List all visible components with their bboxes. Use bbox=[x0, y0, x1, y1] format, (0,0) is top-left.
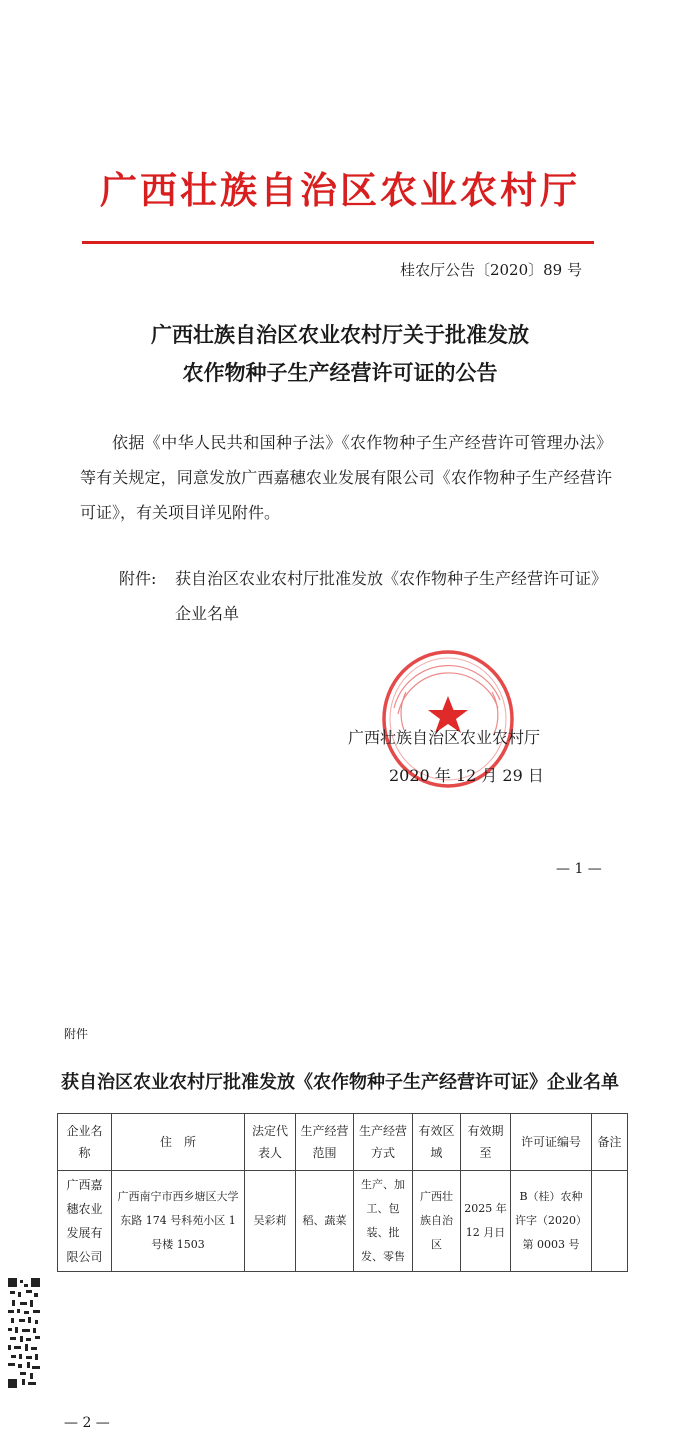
signature-date: 2020 年 12 月 29 日 bbox=[389, 766, 544, 785]
column-header: 备注 bbox=[592, 1114, 628, 1171]
table-cell: 稻、蔬菜 bbox=[296, 1171, 354, 1272]
table-cell: 生产、加工、包装、批发、零售 bbox=[354, 1171, 413, 1272]
table-cell: 广西南宁市西乡塘区大学东路 174 号科苑小区 1 号楼 1503 bbox=[112, 1171, 245, 1272]
column-header: 生产经营范围 bbox=[296, 1114, 354, 1171]
table-cell bbox=[592, 1171, 628, 1272]
attachment-description: 获自治区农业农村厅批准发放《农作物种子生产经营许可证》企业名单 bbox=[175, 569, 608, 623]
org-header-title: 广西壮族自治区农业农村厅 bbox=[100, 168, 580, 212]
attachment-heading: 附件 bbox=[64, 1027, 89, 1041]
attachment-title: 获自治区农业农村厅批准发放《农作物种子生产经营许可证》企业名单 bbox=[61, 1072, 619, 1093]
table-row bbox=[58, 1171, 628, 1272]
column-header: 生产经营方式 bbox=[354, 1114, 413, 1171]
column-header: 法定代表人 bbox=[245, 1114, 296, 1171]
column-header: 许可证编号 bbox=[511, 1114, 592, 1171]
column-header: 有效区域 bbox=[413, 1114, 461, 1171]
notice-paragraph: 依据《中华人民共和国种子法》《农作物种子生产经营许可管理办法》等有关规定，同意发放广西嘉穗农业发展有限公司《农作物种子生产经营许可证》，有关项目详见附件。 bbox=[80, 433, 612, 522]
table-cell: 2025 年 12 月日 bbox=[461, 1171, 511, 1272]
table-cell: 广西壮族自治区 bbox=[413, 1171, 461, 1272]
table-cell: 吴彩莉 bbox=[245, 1171, 296, 1272]
column-header: 住 所 bbox=[112, 1114, 245, 1171]
table-cell: 广西嘉穗农业发展有限公司 bbox=[58, 1171, 112, 1272]
page-number-1: — 1 — bbox=[556, 861, 602, 877]
notice-title-line-2: 农作物种子生产经营许可证的公告 bbox=[182, 360, 498, 385]
red-divider bbox=[82, 241, 594, 244]
table-header-row bbox=[58, 1114, 628, 1171]
attachment-label: 附件: bbox=[119, 569, 157, 588]
column-header: 企业名称 bbox=[58, 1114, 112, 1171]
signature-organization: 广西壮族自治区农业农村厅 bbox=[348, 728, 541, 747]
page-number-2: — 2 — bbox=[64, 1415, 110, 1431]
enterprise-table bbox=[57, 1113, 628, 1272]
column-header: 有效期至 bbox=[461, 1114, 511, 1171]
document-number: 桂农厅公告〔2020〕89 号 bbox=[399, 261, 582, 279]
qr-code-icon bbox=[8, 1278, 40, 1388]
notice-title-line-1: 广西壮族自治区农业农村厅关于批准发放 bbox=[151, 322, 529, 347]
table-cell: B（桂）农种许字（2020）第 0003 号 bbox=[511, 1171, 592, 1272]
